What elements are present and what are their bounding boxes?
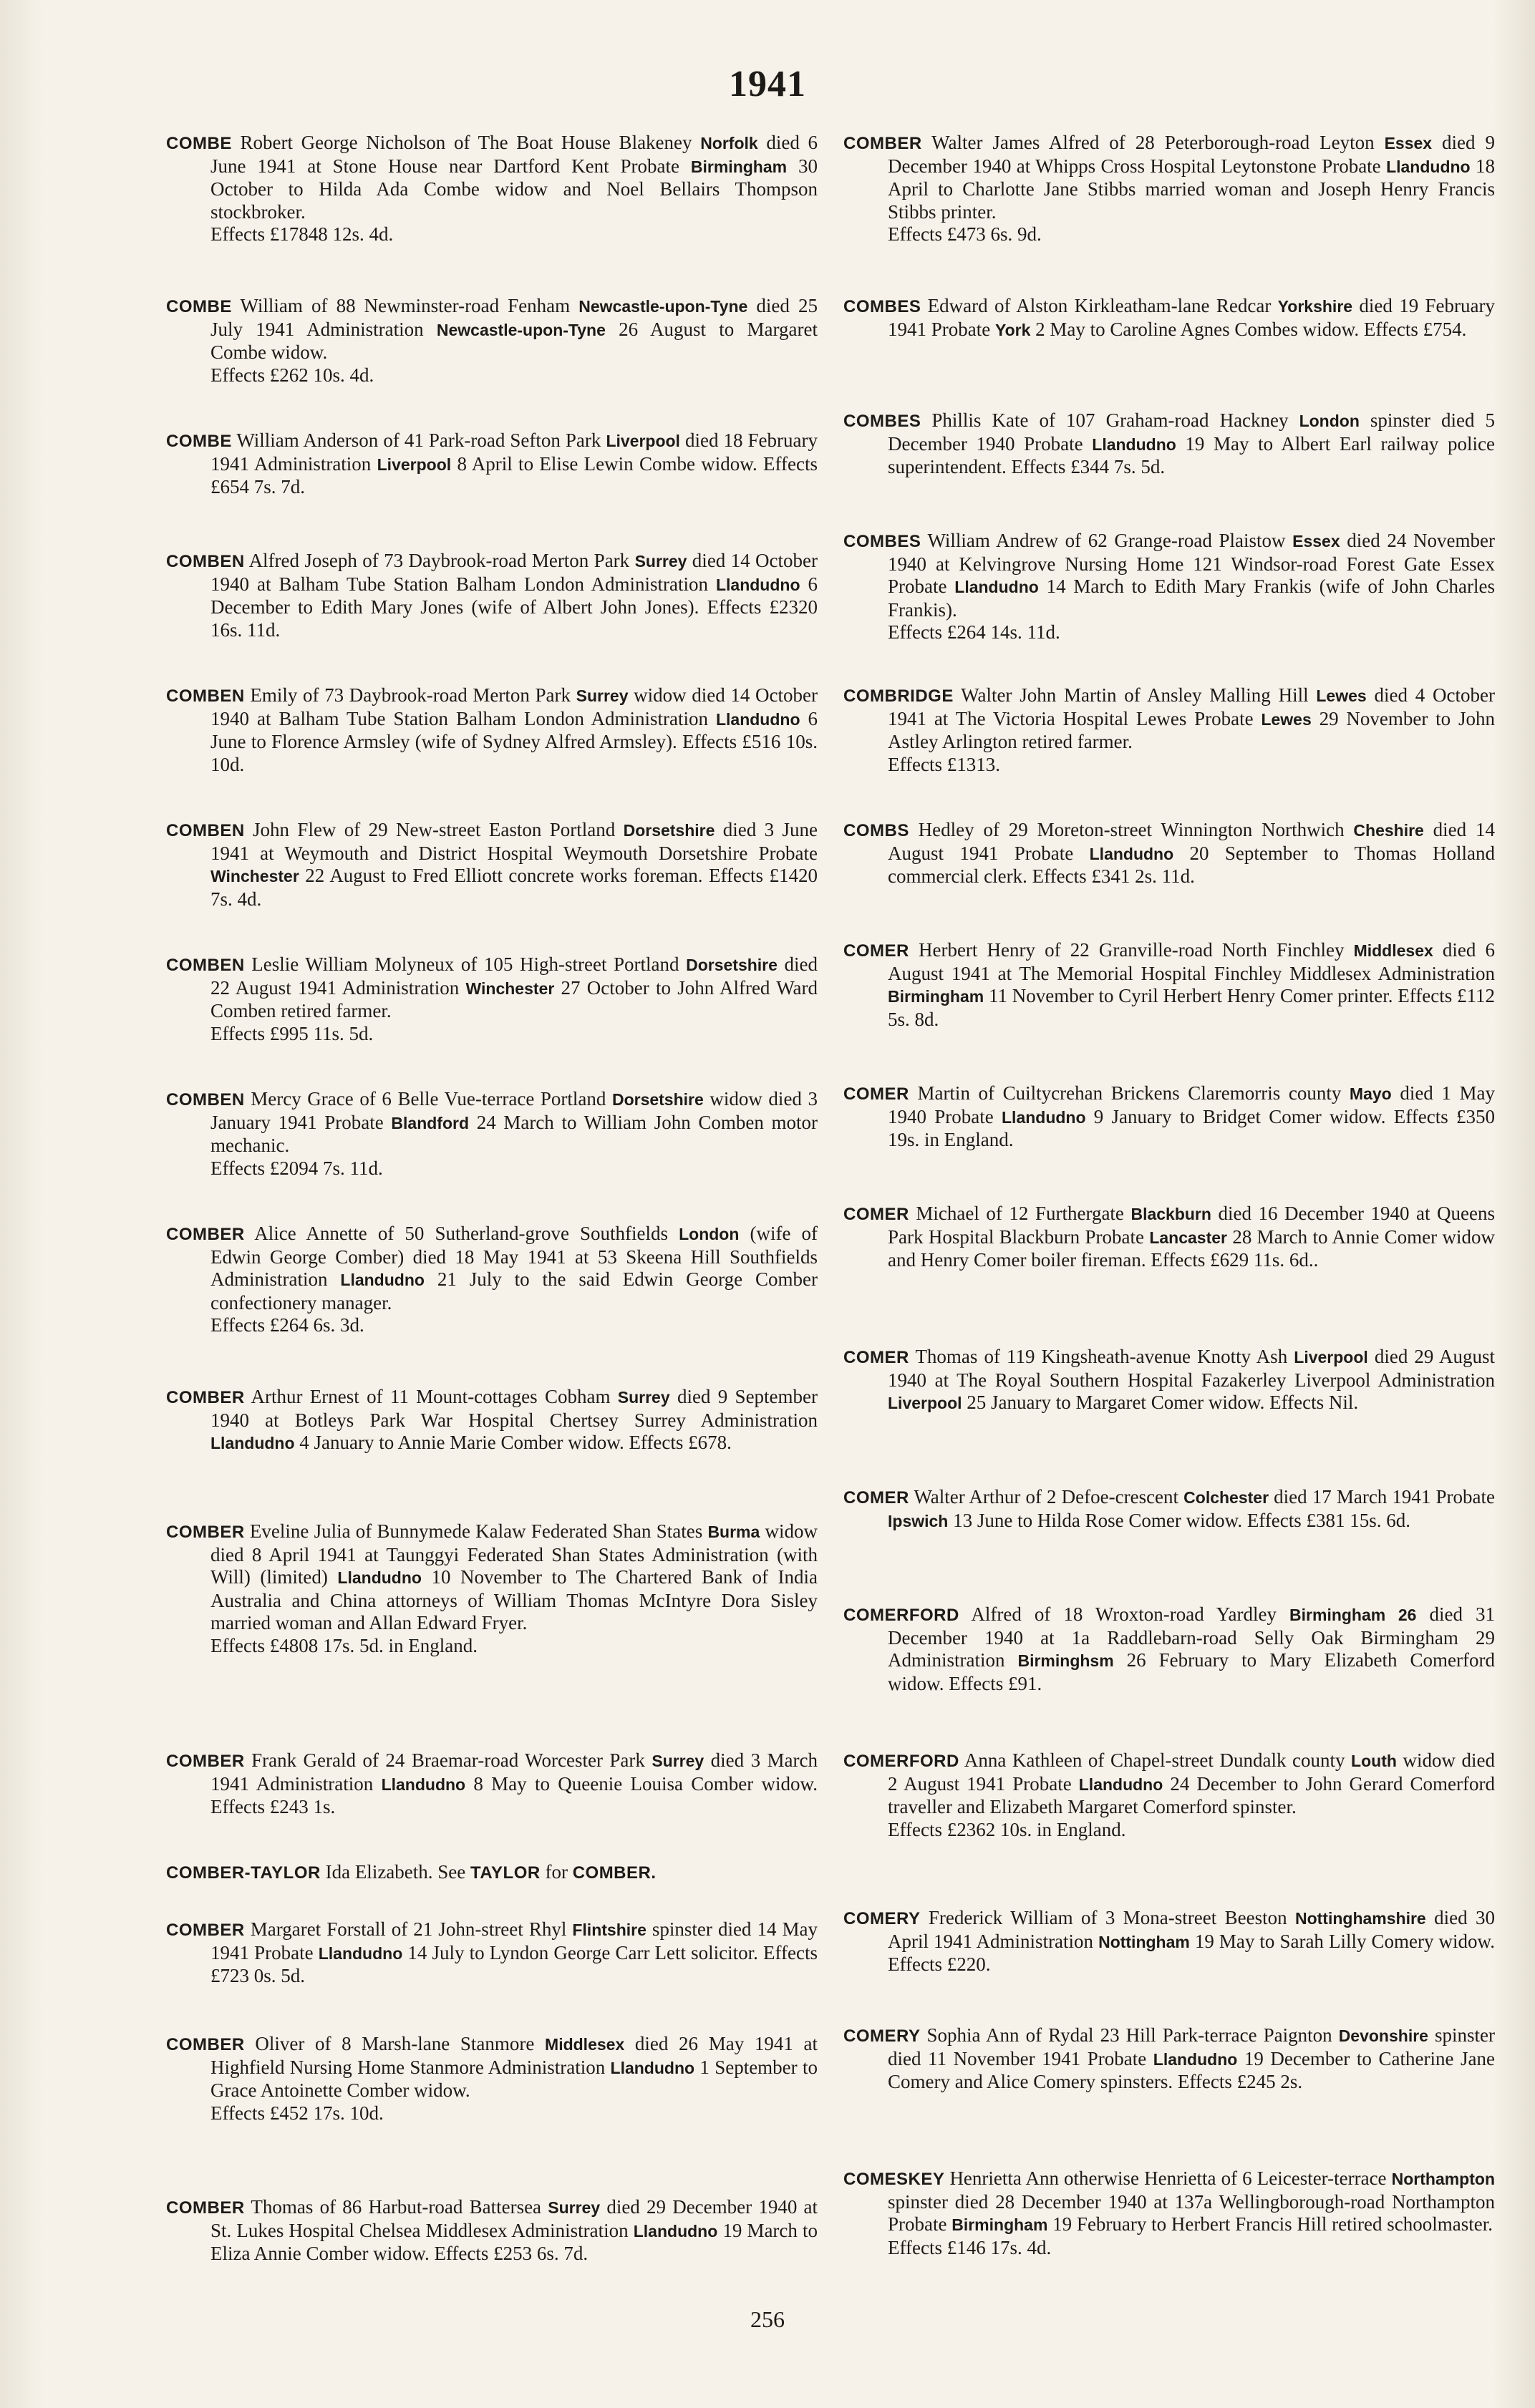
entry-text [843, 939, 1495, 1031]
entry-surname: COMBER [166, 1225, 245, 1244]
register-entry [166, 550, 818, 641]
register-entry [843, 1603, 1495, 1695]
entry-registry-place: Llandudno [610, 2058, 695, 2077]
entry-effects: Effects £262 10s. 4d. [210, 364, 374, 386]
entry-registry-place: Liverpool [1294, 1348, 1368, 1366]
register-entry [843, 684, 1495, 776]
entry-registry-place: Llandudno [715, 709, 800, 729]
entry-detail-text: 22 August to Fred Elliott concrete works foreman. Effects £1420 7s. 4d. [210, 865, 818, 910]
entry-text [843, 1907, 1495, 1976]
entry-registry-place: Ipswich [888, 1511, 949, 1530]
entry-text [166, 1749, 818, 1819]
entry-detail-text: Walter John Martin of Ansley Malling Hill [961, 684, 1317, 706]
entry-surname: COMER [843, 941, 909, 961]
entry-effects: Effects £2362 10s. in England. [888, 1818, 1126, 1840]
entry-detail-text: 25 January to Margaret Comer widow. Effects Nil. [962, 1392, 1359, 1413]
entry-detail-text: Henrietta Ann otherwise Henrietta of 6 Leicester-terrace [949, 2167, 1392, 2189]
entry-detail-text: died 31 December 1940 at 1a Raddlebarn-road Selly Oak Birmingham 29 Administration [888, 1603, 1496, 1671]
entry-detail-text: William Andrew of 62 Grange-road Plaistow [927, 530, 1293, 551]
entry-detail-text: (wife of Edwin George Comber) died 18 May 1941 at 53 Skeena Hill Southfields Administration [210, 1223, 818, 1290]
entry-text [843, 819, 1495, 888]
entry-registry-place: London [679, 1225, 740, 1243]
register-entry [843, 132, 1495, 246]
entry-text [166, 2033, 818, 2102]
entry-text [843, 530, 1495, 621]
entry-text [166, 550, 818, 641]
entry-surname: COMBER [166, 2035, 245, 2054]
entry-detail-text: 27 October to John Alfred Ward Comben retired farmer. [210, 976, 818, 1021]
entry-registry-place: Llandudno [1089, 844, 1174, 863]
entry-detail-text: 2 May to Caroline Agnes Combes widow. Effects £754. [1030, 318, 1467, 340]
register-entry [166, 819, 818, 911]
entry-registry-place: Llandudno [337, 1568, 422, 1587]
entry-registry-place: Liverpool [888, 1394, 962, 1412]
entry-text [166, 953, 818, 1023]
entry-detail-text: Robert George Nicholson of The Boat House Blakeney [240, 132, 701, 153]
entry-surname: COMBE [166, 432, 232, 451]
entry-text [843, 1346, 1495, 1415]
register-entry [166, 1749, 818, 1819]
entry-surname: COMBES [843, 412, 921, 431]
entry-registry-place: Essex [1384, 134, 1433, 152]
entry-detail-text: died 25 July 1941 Administration [210, 295, 818, 340]
entry-registry-place: Blandford [391, 1113, 470, 1132]
entry-registry-place: Surrey [576, 686, 629, 705]
entry-effects: Effects £452 17s. 10d. [210, 2102, 384, 2124]
entry-text [843, 684, 1495, 754]
entry-detail-text: 1 September to Grace Antoinette Comber widow. [210, 2056, 818, 2101]
entry-registry-place: Louth [1351, 1752, 1397, 1770]
entry-text [166, 295, 818, 364]
entry-surname: COMER [843, 1084, 909, 1104]
entry-registry-place: Middlesex [1353, 941, 1433, 960]
entry-text [843, 2167, 1495, 2237]
entry-surname: COMBER [843, 134, 922, 153]
entry-detail-text: died 3 March 1941 Administration [210, 1749, 818, 1795]
entry-detail-text: widow died 14 October 1940 at Balham Tube Station Balham London Administration [210, 684, 818, 729]
entry-registry-place: Llandudno [210, 1434, 295, 1452]
entry-text [843, 1203, 1495, 1272]
entry-text [166, 684, 818, 776]
entry-detail-text: Phillis Kate of 107 Graham-road Hackney [931, 409, 1299, 431]
entry-registry-place: Blackburn [1130, 1205, 1211, 1223]
entry-registry-place: Birminghsm [1017, 1651, 1114, 1670]
entry-registry-place: Nottingham [1098, 1932, 1190, 1951]
entry-registry-place: Norfolk [700, 134, 758, 152]
entry-registry-place: Surrey [652, 1752, 704, 1770]
entry-effects: Effects £264 6s. 3d. [210, 1314, 364, 1336]
entry-registry-place: Devonshire [1338, 2026, 1428, 2045]
entry-surname: COMBRIDGE [843, 686, 954, 706]
entry-surname: COMBS [843, 821, 909, 840]
entry-surname: COMBE [166, 134, 232, 153]
entry-detail-text: 19 December to Catherine Jane Comery and Alice Comery spinsters. Effects £245 2s. [888, 2047, 1495, 2092]
entry-detail-text: died 19 February 1941 Probate [888, 295, 1495, 340]
entry-detail-text: 24 March to William John Comben motor mechanic. [210, 1111, 818, 1156]
entry-registry-place: London [1299, 412, 1360, 430]
entry-detail-text: 6 December to Edith Mary Jones (wife of Albert John Jones). Effects £2320 16s. 11d. [210, 573, 818, 641]
register-entry [166, 1088, 818, 1180]
entry-registry-place: Surrey [548, 2198, 601, 2217]
entry-detail-text: Hedley of 29 Moreton-street Winnington Northwich [918, 819, 1354, 840]
entry-detail-text: 26 August to Margaret Combe widow. [210, 318, 818, 363]
entry-detail-text: Margaret Forstall of 21 John-street Rhyl [250, 1918, 573, 1940]
entry-detail-text: 8 April to Elise Lewin Combe widow. Effects £654 7s. 7d. [210, 452, 818, 497]
entry-registry-place: Mayo [1349, 1084, 1392, 1103]
register-entry [166, 2033, 818, 2125]
entry-registry-place: Burma [707, 1523, 760, 1541]
entry-detail-text: Alice Annette of 50 Sutherland-grove Southfields [254, 1223, 679, 1244]
entry-surname: COMER [843, 1348, 909, 1367]
entry-detail-text: 13 June to Hilda Rose Comer widow. Effects £381 15s. 6d. [948, 1509, 1411, 1531]
entry-registry-place: Nottinghamshire [1294, 1909, 1426, 1928]
entry-cross-reference: COMBER. [572, 1863, 657, 1883]
entry-detail-text: 26 February to Mary Elizabeth Comerford widow. Effects £91. [888, 1649, 1495, 1694]
entry-detail-text: Walter James Alfred of 28 Peterborough-road Leyton [931, 132, 1385, 153]
register-entry [843, 409, 1495, 479]
entry-surname: COMBER [166, 1921, 245, 1940]
entry-text [166, 1386, 818, 1455]
entry-detail-text: widow died 2 August 1941 Probate [888, 1749, 1495, 1795]
entry-registry-place: Yorkshire [1277, 297, 1353, 316]
entry-effects: Effects £4808 17s. 5d. in England. [210, 1634, 478, 1656]
entry-detail-text: Emily of 73 Daybrook-road Merton Park [250, 684, 576, 706]
entry-detail-text: 9 January to Bridget Comer widow. Effects £350 19s. in England. [888, 1105, 1495, 1150]
entry-registry-place: Newcastle-upon-Tyne [436, 320, 606, 339]
entry-registry-place: Llandudno [633, 2221, 718, 2240]
entry-effects: Effects £146 17s. 4d. [888, 2236, 1052, 2258]
entry-detail-text: died 29 December 1940 at St. Lukes Hospital Chelsea Middlesex Administration [210, 2196, 818, 2241]
entry-surname: COMBE [166, 297, 232, 316]
entry-text [843, 2024, 1495, 2094]
register-entry [843, 530, 1495, 644]
entry-detail-text: Frank Gerald of 24 Braemar-road Worcester Park [251, 1749, 652, 1771]
entry-detail-text: 11 November to Cyril Herbert Henry Comer printer. Effects £112 5s. 8d. [888, 985, 1495, 1030]
entry-surname: COMERY [843, 1909, 921, 1928]
entry-detail-text: Herbert Henry of 22 Granville-road North Finchley [918, 939, 1354, 961]
entry-registry-place: York [994, 320, 1031, 339]
entry-detail-text: died 26 May 1941 at Highfield Nursing Home Stanmore Administration [210, 2033, 818, 2078]
entry-surname: COMER [843, 1205, 909, 1224]
entry-detail-text: Thomas of 86 Harbut-road Battersea [251, 2196, 548, 2218]
entry-cross-reference: TAYLOR [470, 1863, 541, 1883]
entry-surname: COMERY [843, 2026, 921, 2046]
entry-surname: COMBES [843, 532, 921, 551]
entry-detail-text: Alfred Joseph of 73 Daybrook-road Merton Park [248, 550, 635, 571]
entry-surname: COMBER-TAYLOR [166, 1863, 321, 1883]
register-entry [166, 684, 818, 776]
entry-detail-text: 19 March to Eliza Annie Comber widow. Effects £253 6s. 7d. [210, 2219, 818, 2264]
entry-detail-text: died 22 August 1941 Administration [210, 953, 818, 999]
entry-registry-place: Cheshire [1353, 821, 1424, 840]
entry-surname: COMBER [166, 2198, 245, 2218]
entry-registry-place: Liverpool [606, 432, 680, 450]
entry-text [843, 1082, 1495, 1152]
entry-effects: Effects £264 14s. 11d. [888, 621, 1060, 643]
entry-detail-text: John Flew of 29 New-street Easton Portland [253, 819, 624, 840]
entry-registry-place: Llandudno [1092, 434, 1176, 454]
entry-text [166, 132, 818, 223]
entry-detail-text: 30 October to Hilda Ada Combe widow and Noel Bellairs Thompson stockbroker. [210, 155, 818, 223]
entry-detail-text: spinster died 28 December 1940 at 137a Wellingborough-road Northampton Probate [888, 2190, 1495, 2235]
entry-detail-text: Mercy Grace of 6 Belle Vue-terrace Portland [251, 1088, 612, 1110]
page-number: 256 [750, 2306, 785, 2332]
register-entry [843, 939, 1495, 1031]
entry-surname: COMBER [166, 1523, 245, 1542]
register-entry [843, 1486, 1495, 1533]
register-entry [843, 2167, 1495, 2259]
entry-detail-text: 6 June to Florence Armsley (wife of Sydney Alfred Armsley). Effects £516 10s. 10d. [210, 707, 818, 775]
entry-detail-text: died 9 September 1940 at Botleys Park War Hospital Chertsey Surrey Administration [210, 1386, 818, 1431]
register-entry [843, 1203, 1495, 1272]
entry-detail-text: 29 November to John Astley Arlington retired farmer. [888, 707, 1495, 752]
entry-text [166, 1520, 818, 1635]
page-year-heading: 1941 [729, 64, 806, 105]
entry-detail-text: died 29 August 1940 at The Royal Southern Hospital Fazakerley Liverpool Administration [888, 1346, 1495, 1391]
entry-detail-text: died 17 March 1941 Probate [1269, 1486, 1495, 1508]
entry-registry-place: Northampton [1391, 2170, 1495, 2188]
entry-detail-text: died 14 August 1941 Probate [888, 819, 1495, 864]
register-entry [166, 295, 818, 387]
register-entry [166, 1861, 818, 1885]
entry-registry-place: Birmingham 26 [1289, 1606, 1417, 1624]
entry-registry-place: Newcastle-upon-Tyne [578, 297, 748, 316]
entry-effects: Effects £2094 7s. 11d. [210, 1157, 383, 1179]
entry-detail-text: died 3 June 1941 at Weymouth and District Hospital Weymouth Dorsetshire Probate [210, 819, 818, 864]
entry-detail-text: died 18 February 1941 Administration [210, 429, 818, 475]
entry-detail-text: died 4 October 1941 at The Victoria Hospital Lewes Probate [888, 684, 1495, 729]
entry-detail-text: 24 December to John Gerard Comerford traveller and Elizabeth Margaret Comerford spinster. [888, 1772, 1495, 1817]
entry-detail-text: spinster died 5 December 1940 Probate [888, 409, 1496, 455]
entry-detail-text: spinster died 11 November 1941 Probate [888, 2024, 1495, 2069]
register-entry [166, 1223, 818, 1337]
register-entry [843, 819, 1495, 888]
entry-detail-text: William Anderson of 41 Park-road Sefton Park [236, 429, 606, 451]
entry-registry-place: Llandudno [715, 575, 800, 594]
entry-detail-text: Michael of 12 Furthergate [916, 1203, 1131, 1224]
entry-text [843, 1603, 1495, 1695]
entry-registry-place: Dorsetshire [623, 821, 715, 840]
register-entry [166, 1386, 818, 1455]
entry-detail-text: William of 88 Newminster-road Fenham [240, 295, 579, 316]
entry-detail-text: widow died 3 January 1941 Probate [210, 1088, 818, 1133]
entry-text [843, 295, 1495, 341]
entry-registry-place: Llandudno [1002, 1107, 1086, 1127]
entry-effects: Effects £473 6s. 9d. [888, 223, 1042, 245]
entry-registry-place: Essex [1292, 532, 1340, 550]
register-entry [166, 2196, 818, 2266]
entry-registry-place: Flintshire [572, 1921, 647, 1939]
entry-detail-text: Ida Elizabeth. See [325, 1861, 471, 1883]
register-entry [166, 1918, 818, 1988]
entry-detail-text: died 6 June 1941 at Stone House near Dartford Kent Probate [210, 132, 818, 177]
entry-effects: Effects £1313. [888, 753, 1000, 775]
entry-surname: COMBEN [166, 552, 245, 571]
entry-detail-text: died 9 December 1940 at Whipps Cross Hospital Leytonstone Probate [888, 132, 1495, 177]
entry-registry-place: Llandudno [1078, 1775, 1163, 1794]
entry-registry-place: Lewes [1261, 709, 1312, 729]
entry-detail-text: Frederick William of 3 Mona-street Beeston [928, 1907, 1295, 1928]
entry-detail-text: died 1 May 1940 Probate [888, 1082, 1495, 1127]
entry-detail-text: 18 April to Charlotte Jane Stibbs married woman and Joseph Henry Francis Stibbs printer. [888, 155, 1496, 223]
entry-text [166, 819, 818, 911]
register-entry [166, 429, 818, 499]
entry-registry-place: Dorsetshire [611, 1090, 704, 1109]
register-entry [843, 2024, 1495, 2094]
entry-registry-place: Llandudno [340, 1271, 425, 1289]
register-entry [843, 295, 1495, 341]
entry-detail-text: 20 September to Thomas Holland commercial clerk. Effects £341 2s. 11d. [888, 842, 1495, 887]
entry-registry-place: Llandudno [381, 1775, 466, 1794]
entry-surname: COMESKEY [843, 2170, 945, 2189]
entry-effects: Effects £995 11s. 5d. [210, 1022, 374, 1044]
entry-detail-text: 10 November to The Chartered Bank of India Australia and China attorneys of William Thomas McIntyre Dora Sisley married woman and Allan Edward Fryer. [210, 1566, 818, 1633]
register-entry [166, 1520, 818, 1657]
entry-detail-text: 14 March to Edith Mary Frankis (wife of John Charles Frankis). [888, 576, 1495, 621]
entry-detail-text: Anna Kathleen of Chapel-street Dundalk county [964, 1749, 1352, 1771]
entry-registry-place: Winchester [465, 979, 555, 998]
entry-registry-place: Birmingham [690, 157, 788, 176]
entry-surname: COMBER [166, 1752, 245, 1771]
entry-surname: COMBEN [166, 821, 245, 840]
entry-text [843, 1749, 1495, 1819]
entry-registry-place: Middlesex [545, 2035, 625, 2054]
entry-detail-text: 21 July to the said Edwin George Comber confectionery manager. [210, 1268, 818, 1314]
entry-text [166, 1088, 818, 1157]
entry-detail-text: 4 January to Annie Marie Comber widow. Effects £678. [294, 1432, 732, 1453]
entry-registry-place: Llandudno [1386, 157, 1471, 176]
register-entry [843, 1082, 1495, 1152]
entry-detail-text: died 24 November 1940 at Kelvingrove Nursing Home 121 Windsor-road Forest Gate Essex Probate [888, 530, 1495, 597]
entry-detail-text: 19 May to Albert Earl railway police superintendent. Effects £344 7s. 5d. [888, 432, 1495, 477]
entry-registry-place: Liverpool [377, 455, 452, 474]
entry-registry-place: Birmingham [951, 2215, 1048, 2234]
register-entry [843, 1749, 1495, 1841]
entry-detail-text: died 30 April 1941 Administration [888, 1907, 1495, 1952]
entry-detail-text: Eveline Julia of Bunnymede Kalaw Federated Shan States [249, 1520, 708, 1542]
entry-detail-text: for [540, 1861, 573, 1883]
entry-registry-place: Birmingham [888, 987, 984, 1006]
entry-detail-text: 19 February to Herbert Francis Hill retired schoolmaster. [1047, 2213, 1493, 2235]
entry-registry-place: Surrey [617, 1388, 670, 1407]
entry-detail-text: widow died 8 April 1941 at Taunggyi Federated Shan States Administration (with Will) (limited) [210, 1520, 818, 1588]
entry-text [166, 1861, 818, 1885]
entry-registry-place: Surrey [634, 552, 687, 571]
entry-detail-text: Martin of Cuiltycrehan Brickens Claremorris county [917, 1082, 1350, 1104]
entry-effects: Effects £17848 12s. 4d. [210, 223, 394, 245]
entry-detail-text: Thomas of 119 Kingsheath-avenue Knotty Ash [915, 1346, 1294, 1367]
entry-text [166, 2196, 818, 2266]
entry-registry-place: Llandudno [1153, 2049, 1238, 2069]
entry-text [166, 429, 818, 499]
register-entry [843, 1907, 1495, 1976]
entry-detail-text: Alfred of 18 Wroxton-road Yardley [971, 1603, 1290, 1625]
entry-detail-text: Sophia Ann of Rydal 23 Hill Park-terrace Paignton [926, 2024, 1339, 2046]
entry-surname: COMBEN [166, 956, 245, 975]
entry-text [843, 1486, 1495, 1533]
entry-detail-text: died 6 August 1941 at The Memorial Hospital Finchley Middlesex Administration [888, 939, 1496, 984]
entry-registry-place: Colchester [1183, 1488, 1269, 1507]
entry-registry-place: Winchester [210, 867, 299, 885]
register-entry [843, 1346, 1495, 1415]
entry-detail-text: Edward of Alston Kirkleatham-lane Redcar [927, 295, 1278, 316]
entry-registry-place: Llandudno [954, 578, 1039, 596]
entry-text [166, 1918, 818, 1988]
entry-detail-text: spinster died 14 May 1941 Probate [210, 1918, 818, 1963]
entry-detail-text: 19 May to Sarah Lilly Comery widow. Effects £220. [888, 1930, 1495, 1975]
entry-surname: COMBEN [166, 1090, 245, 1110]
entry-surname: COMERFORD [843, 1752, 959, 1771]
entry-detail-text: Leslie William Molyneux of 105 High-street Portland [251, 953, 687, 975]
entry-detail-text: 28 March to Annie Comer widow and Henry Comer boiler fireman. Effects £629 11s. 6d.. [888, 1225, 1495, 1271]
entry-detail-text: 14 July to Lyndon George Carr Lett solicitor. Effects £723 0s. 5d. [210, 1941, 818, 1986]
entry-registry-place: Llandudno [318, 1943, 403, 1963]
entry-surname: COMBER [166, 1388, 245, 1407]
register-entry [166, 953, 818, 1045]
entry-detail-text: Arthur Ernest of 11 Mount-cottages Cobham [251, 1386, 618, 1407]
entry-registry-place: Lewes [1316, 686, 1367, 705]
entry-detail-text: died 16 December 1940 at Queens Park Hospital Blackburn Probate [888, 1203, 1496, 1248]
entry-surname: COMERFORD [843, 1606, 959, 1625]
entry-surname: COMBEN [166, 686, 245, 706]
entry-surname: COMER [843, 1488, 909, 1508]
entry-surname: COMBES [843, 297, 921, 316]
register-entry [166, 132, 818, 246]
entry-detail-text: Oliver of 8 Marsh-lane Stanmore [255, 2033, 546, 2054]
entry-registry-place: Lancaster [1149, 1228, 1227, 1247]
entry-registry-place: Dorsetshire [686, 956, 778, 974]
entry-detail-text: Walter Arthur of 2 Defoe-crescent [914, 1486, 1184, 1508]
entry-text [166, 1223, 818, 1314]
entry-detail-text: died 14 October 1940 at Balham Tube Station Balham London Administration [210, 550, 818, 595]
entry-text [843, 409, 1495, 479]
entry-detail-text: 8 May to Queenie Louisa Comber widow. Effects £243 1s. [210, 1772, 818, 1817]
entry-text [843, 132, 1495, 223]
